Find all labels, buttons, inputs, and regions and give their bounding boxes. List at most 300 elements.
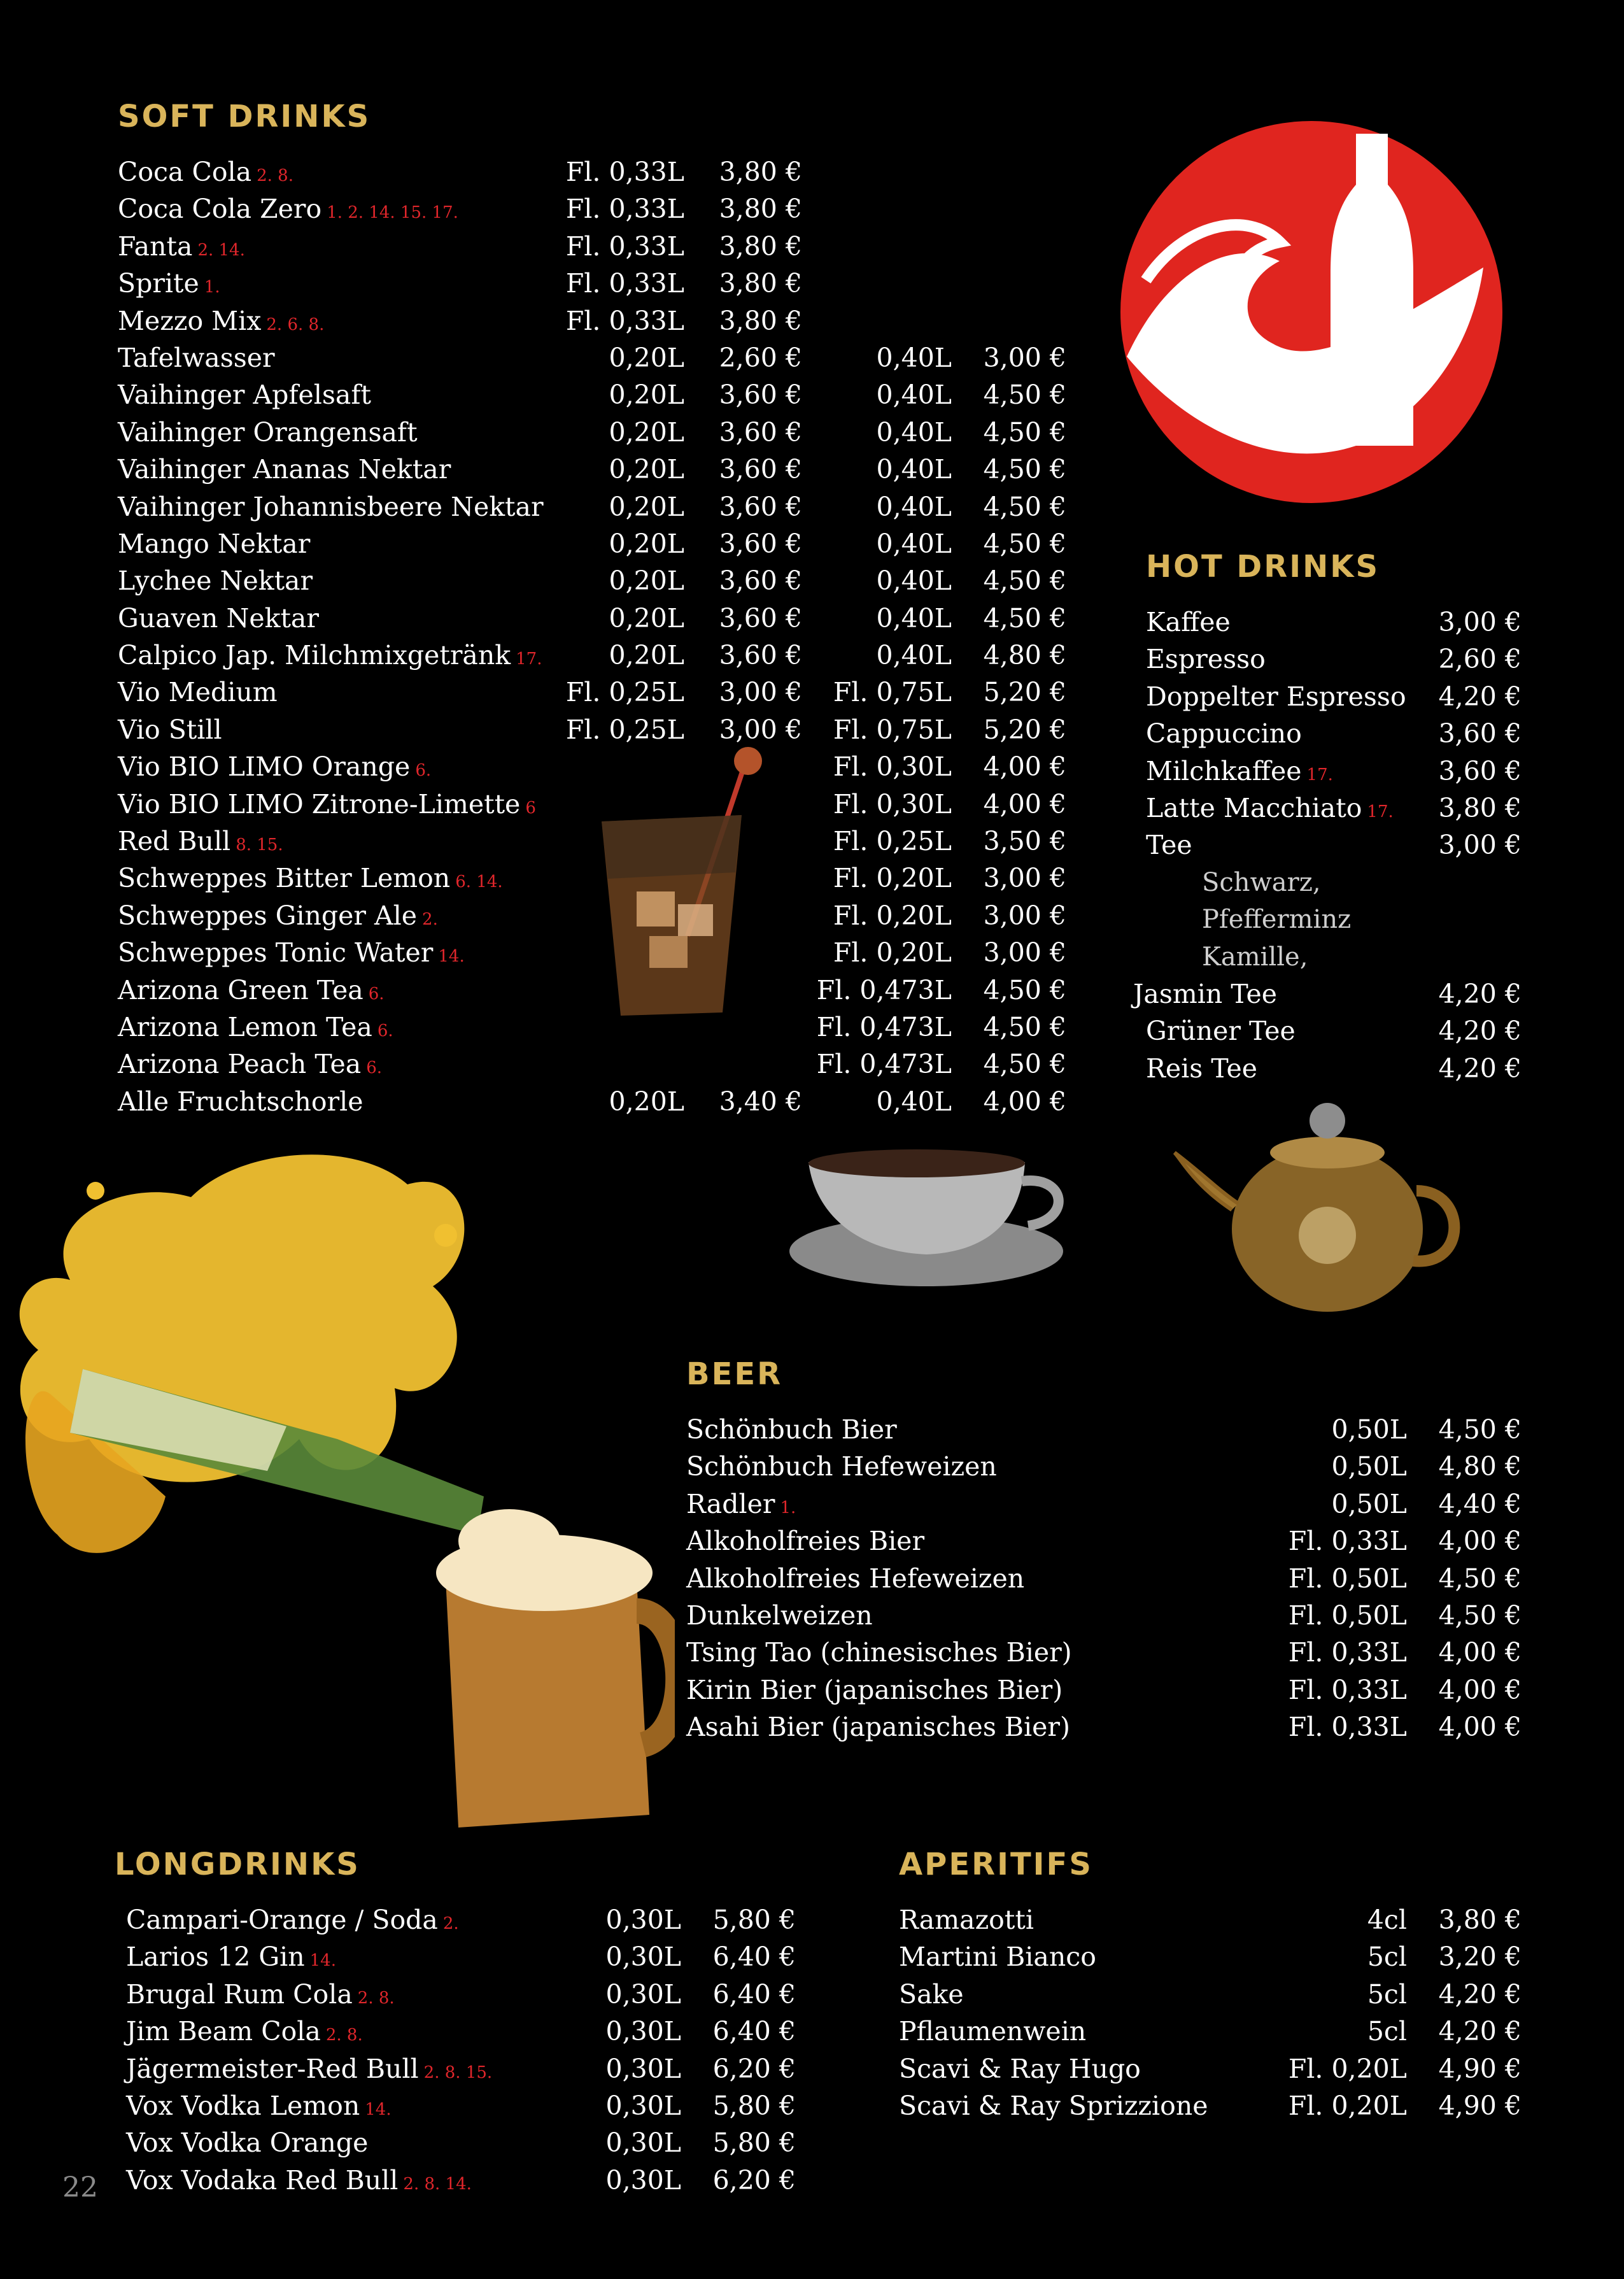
price-large: 4,50 € (983, 416, 1066, 448)
price-large: 4,00 € (983, 1086, 1066, 1117)
item-name: Asahi Bier (japanisches Bier) (686, 1712, 1070, 1743)
menu-item-row (899, 1901, 1522, 1938)
item-name: Schönbuch Hefeweizen (686, 1451, 997, 1482)
item-name-group (118, 265, 220, 306)
menu-item-row (118, 1083, 1073, 1120)
volume: 4cl (1367, 1905, 1407, 1935)
item-name-group (118, 1009, 393, 1049)
menu-item-row (686, 1486, 1522, 1523)
item-name-group (118, 786, 536, 827)
allergen-codes: 6. 14. (455, 872, 503, 892)
item-name: Schönbuch Bier (686, 1414, 897, 1445)
price-large: 4,50 € (983, 602, 1066, 634)
menu-item-row (686, 1523, 1522, 1559)
allergen-codes: 1. 2. 14. 15. 17. (327, 203, 458, 223)
volume: Fl. 0,33L (1288, 1526, 1407, 1557)
volume-small: Fl. 0,33L (565, 231, 684, 262)
price-small: 3,60 € (719, 491, 802, 522)
price: 4,80 € (1438, 1451, 1522, 1482)
price: 3,60 € (1438, 755, 1522, 786)
menu-item-row (686, 1597, 1522, 1634)
item-name: Fanta (118, 231, 193, 262)
tea-sort-name: Kamille, (1202, 942, 1308, 972)
tea-sort (1146, 939, 1522, 976)
item-name: Sake (899, 1978, 964, 2010)
volume-large: Fl. 0,473L (816, 1011, 952, 1042)
menu-item-row (118, 339, 1073, 376)
item-name-group (118, 376, 371, 413)
item-name-group (899, 2087, 1208, 2124)
item-name: Vaihinger Orangensaft (118, 416, 418, 448)
menu-item-row (686, 1634, 1522, 1671)
price: 4,00 € (1438, 1637, 1522, 1668)
volume-large: 0,40L (876, 1086, 952, 1117)
volume-small: 0,20L (609, 491, 684, 522)
price-large: 3,00 € (983, 863, 1066, 894)
price: 4,50 € (1438, 1414, 1522, 1445)
item-name-group (118, 674, 278, 711)
price: 4,00 € (1438, 1712, 1522, 1743)
price-large: 4,50 € (983, 528, 1066, 559)
item-name: Scavi & Ray Sprizzione (899, 2090, 1208, 2121)
item-name-group (686, 1634, 1072, 1671)
item-name: Brugal Rum Cola (126, 1978, 353, 2010)
volume-small: Fl. 0,25L (565, 714, 684, 745)
menu-item-row (126, 2013, 796, 2050)
menu-item-row (126, 2124, 796, 2161)
menu-item-row (118, 600, 1073, 637)
item-name: Radler (686, 1488, 775, 1519)
item-name: Calpico Jap. Milchmixgetränk (118, 640, 511, 671)
menu-item-row (126, 1938, 796, 1975)
volume: 0,30L (605, 1978, 681, 2010)
price-small: 3,80 € (719, 268, 802, 299)
menu-item-row (118, 190, 1073, 227)
allergen-codes: 2. 8. 14. (403, 2174, 472, 2194)
item-name: Arizona Peach Tea (118, 1049, 362, 1080)
item-name-group (126, 2162, 472, 2203)
menu-item-row (686, 1560, 1522, 1597)
beer-section (686, 1356, 1522, 1746)
menu-item-row (118, 525, 1073, 562)
allergen-codes: 17. (516, 650, 542, 669)
allergen-codes: 14. (438, 947, 465, 967)
price: 5,80 € (712, 2090, 796, 2121)
menu-item-row (118, 637, 1073, 674)
volume: Fl. 0,33L (1288, 1712, 1407, 1743)
menu-item-row (899, 2087, 1522, 2124)
item-name: Tafelwasser (118, 342, 275, 373)
volume: Fl. 0,20L (1288, 2053, 1407, 2084)
item-name: Ramazotti (899, 1905, 1034, 1935)
price: 6,20 € (712, 2053, 796, 2084)
menu-item-row (1146, 715, 1522, 752)
tea-sort-name: Schwarz, (1202, 867, 1321, 897)
section-title: HOT DRINKS (1146, 549, 1380, 585)
item-name: Vio Still (118, 714, 222, 745)
allergen-codes: 2. 8. 15. (423, 2062, 493, 2082)
price: 4,50 € (1438, 1563, 1522, 1594)
item-name-group (686, 1523, 924, 1559)
volume-small: Fl. 0,33L (565, 157, 684, 187)
allergen-codes: 6. (366, 1058, 383, 1078)
price-large: 4,50 € (983, 565, 1066, 597)
item-name-group (126, 2013, 363, 2054)
item-name: Coca Cola (118, 157, 252, 187)
item-name-group (126, 2087, 392, 2128)
item-name-group (118, 1083, 364, 1120)
item-name: Pflaumenwein (899, 2016, 1087, 2047)
item-name-group (118, 860, 503, 900)
volume-small: 0,20L (609, 528, 684, 559)
menu-item-row (1133, 976, 1522, 1012)
menu-item-row (899, 2050, 1522, 2087)
price-small: 3,60 € (719, 602, 802, 634)
item-name: Red Bull (118, 826, 231, 857)
volume-large: Fl. 0,20L (833, 900, 952, 931)
item-name-group (118, 972, 385, 1012)
volume-small: Fl. 0,25L (565, 677, 684, 708)
volume: Fl. 0,20L (1288, 2090, 1407, 2121)
hot-drinks-section (1133, 549, 1522, 1087)
menu-item-row (118, 674, 1073, 711)
volume: 0,30L (605, 2090, 681, 2121)
hot-drinks-list (1133, 604, 1522, 1087)
price-large: 5,20 € (983, 714, 1066, 745)
volume-large: 0,40L (876, 602, 952, 634)
menu-item-row (118, 711, 1073, 748)
menu-item-row (1146, 1050, 1522, 1087)
item-name-group (118, 451, 451, 488)
item-name-group (118, 562, 313, 599)
price-small: 3,40 € (719, 1086, 802, 1117)
item-name-group (118, 897, 438, 938)
item-name: Arizona Lemon Tea (118, 1011, 372, 1042)
item-name: Alle Fruchtschorle (118, 1086, 364, 1117)
volume-large: 0,40L (876, 491, 952, 522)
section-title: SOFT DRINKS (118, 99, 371, 134)
volume-large: 0,40L (876, 454, 952, 485)
allergen-codes: 6. (415, 761, 432, 781)
menu-item-row (899, 1938, 1522, 1975)
whiskey-glass-illustration (592, 745, 789, 1032)
volume-large: Fl. 0,75L (833, 714, 952, 745)
item-name-group (118, 414, 418, 451)
menu-item-row (118, 265, 1073, 302)
item-name: Jasmin Tee (1133, 978, 1278, 1009)
allergen-codes: 2. 8. (357, 1988, 395, 2008)
volume: 5cl (1367, 1978, 1407, 2010)
price-large: 3,00 € (983, 342, 1066, 373)
volume-small: 0,20L (609, 640, 684, 671)
price-small: 3,60 € (719, 380, 802, 411)
allergen-codes: 1. (204, 278, 220, 297)
item-name-group (118, 339, 275, 376)
price-large: 4,00 € (983, 751, 1066, 783)
allergen-codes: 2. (422, 909, 438, 929)
item-name-group (118, 711, 222, 748)
volume-large: Fl. 0,473L (816, 1049, 952, 1080)
price-large: 4,00 € (983, 788, 1066, 820)
item-name-group (686, 1597, 873, 1634)
section-title: APERITIFS (899, 1847, 1093, 1882)
price: 3,00 € (1438, 607, 1522, 637)
volume-small: 0,20L (609, 1086, 684, 1117)
item-name: Tsing Tao (chinesisches Bier) (686, 1637, 1072, 1668)
item-name-group (118, 228, 245, 269)
price-small: 3,80 € (719, 194, 802, 225)
item-name: Jim Beam Cola (126, 2016, 321, 2047)
price: 4,90 € (1438, 2053, 1522, 2084)
price: 4,20 € (1438, 1978, 1522, 2010)
volume: 0,30L (605, 2053, 681, 2084)
price-small: 3,60 € (719, 640, 802, 671)
volume: 0,30L (605, 1942, 681, 1973)
volume-small: 0,20L (609, 416, 684, 448)
allergen-codes: 2. 8. (325, 2026, 363, 2045)
volume-large: Fl. 0,30L (833, 751, 952, 783)
price-large: 4,50 € (983, 491, 1066, 522)
item-name-group (686, 1708, 1070, 1745)
volume-small: 0,20L (609, 454, 684, 485)
menu-item-row (126, 2050, 796, 2087)
price: 2,60 € (1438, 644, 1522, 675)
menu-item-row (126, 2087, 796, 2124)
item-name: Vio BIO LIMO Zitrone-Limette (118, 788, 521, 820)
price-small: 2,60 € (719, 342, 802, 373)
price: 6,40 € (712, 1978, 796, 2010)
volume-small: 0,20L (609, 602, 684, 634)
volume: Fl. 0,50L (1288, 1600, 1407, 1631)
item-name: Vaihinger Ananas Nektar (118, 454, 451, 485)
item-name-group (1146, 678, 1406, 715)
allergen-codes: 1. (780, 1498, 796, 1517)
volume-large: Fl. 0,75L (833, 677, 952, 708)
price: 3,80 € (1438, 792, 1522, 823)
price: 4,20 € (1438, 681, 1522, 712)
volume-large: 0,40L (876, 342, 952, 373)
item-name-group (686, 1672, 1063, 1708)
volume-large: 0,40L (876, 380, 952, 411)
item-name: Martini Bianco (899, 1942, 1096, 1973)
page-number: 22 (62, 2171, 98, 2204)
item-name: Campari-Orange / Soda (126, 1905, 438, 1935)
allergen-codes: 8. 15. (236, 835, 283, 855)
item-name: Kaffee (1146, 607, 1231, 637)
menu-item-row (126, 1976, 796, 2013)
item-name: Vio Medium (118, 677, 278, 708)
volume: 0,50L (1331, 1451, 1407, 1482)
volume-large: Fl. 0,25L (833, 826, 952, 857)
aperitifs-section (899, 1847, 1522, 2124)
item-name: Arizona Green Tea (118, 974, 364, 1005)
item-name: Vox Vodaka Red Bull (126, 2164, 399, 2196)
aperitifs-list (899, 1901, 1522, 2124)
price: 6,40 € (712, 2016, 796, 2047)
allergen-codes: 2. 14. (197, 240, 245, 260)
price-large: 4,50 € (983, 380, 1066, 411)
price: 4,20 € (1438, 1016, 1522, 1047)
item-name: Vaihinger Johannisbeere Nektar (118, 491, 544, 522)
item-name: Vox Vodka Lemon (126, 2090, 360, 2121)
item-name: Latte Macchiato (1146, 792, 1362, 823)
menu-item-row (118, 562, 1073, 599)
price-large: 4,50 € (983, 1049, 1066, 1080)
item-name-group (899, 1901, 1034, 1938)
cola-sun-wave-illustration (1089, 115, 1534, 509)
item-name-group (118, 934, 465, 975)
price-large: 5,20 € (983, 677, 1066, 708)
menu-item-row (1146, 1012, 1522, 1049)
item-name-group (118, 190, 458, 231)
volume-large: 0,40L (876, 528, 952, 559)
item-name: Kirin Bier (japanisches Bier) (686, 1674, 1063, 1705)
allergen-codes: 2. 6. 8. (266, 315, 325, 334)
menu-item-row (899, 1976, 1522, 2013)
item-name-group (1146, 790, 1394, 830)
volume: Fl. 0,33L (1288, 1674, 1407, 1705)
price: 3,00 € (1438, 830, 1522, 861)
price-large: 4,50 € (983, 974, 1066, 1005)
item-name-group (118, 488, 544, 525)
price-small: 3,00 € (719, 677, 802, 708)
item-name-group (1146, 641, 1266, 678)
volume: 0,30L (605, 2164, 681, 2196)
item-name: Schweppes Tonic Water (118, 937, 434, 969)
volume: Fl. 0,33L (1288, 1637, 1407, 1668)
price-small: 3,60 € (719, 454, 802, 485)
item-name-group (1146, 715, 1302, 752)
menu-item-row (118, 1046, 1073, 1083)
item-name-group (118, 525, 310, 562)
allergen-codes: 14. (365, 2099, 392, 2119)
menu-item-row (1146, 678, 1522, 715)
price: 4,00 € (1438, 1674, 1522, 1705)
item-name-group (1146, 827, 1192, 863)
teapot-illustration (1168, 1083, 1486, 1337)
item-name-group (118, 153, 293, 194)
price-large: 4,50 € (983, 1011, 1066, 1042)
item-name-group (686, 1411, 897, 1448)
price-small: 3,80 € (719, 157, 802, 187)
menu-item-row (126, 1901, 796, 1938)
price: 5,80 € (712, 1905, 796, 1935)
item-name: Alkoholfreies Hefeweizen (686, 1563, 1025, 1594)
item-name-group (1146, 604, 1231, 641)
menu-item-row (899, 2013, 1522, 2050)
item-name-group (118, 1046, 382, 1086)
menu-item-row (126, 2162, 796, 2199)
volume-large: Fl. 0,30L (833, 788, 952, 820)
item-name: Cappuccino (1146, 718, 1302, 749)
menu-item-row (686, 1708, 1522, 1745)
volume: Fl. 0,50L (1288, 1563, 1407, 1594)
menu-item-row (686, 1411, 1522, 1448)
volume-large: Fl. 0,20L (833, 937, 952, 969)
menu-item-row (1146, 827, 1522, 863)
item-name: Tee (1146, 830, 1192, 861)
price: 4,20 € (1438, 2016, 1522, 2047)
volume-large: 0,40L (876, 416, 952, 448)
menu-item-row (118, 414, 1073, 451)
menu-item-row (1146, 753, 1522, 790)
price: 4,20 € (1438, 1053, 1522, 1084)
price-large: 4,50 € (983, 454, 1066, 485)
price: 6,20 € (712, 2164, 796, 2196)
price: 5,80 € (712, 2127, 796, 2159)
item-name-group (126, 1976, 395, 2017)
item-name-group (686, 1486, 796, 1526)
item-name-group (118, 302, 324, 343)
item-name: Larios 12 Gin (126, 1942, 305, 1973)
longdrinks-section (115, 1847, 796, 2199)
item-name-group (118, 600, 319, 637)
volume: 0,30L (605, 2016, 681, 2047)
item-name-group (1146, 753, 1333, 793)
menu-item-row (118, 451, 1073, 488)
item-name-group (686, 1560, 1024, 1597)
item-name-group (126, 2050, 492, 2091)
price-large: 3,00 € (983, 937, 1066, 969)
section-title: LONGDRINKS (115, 1847, 360, 1882)
price: 6,40 € (712, 1942, 796, 1973)
item-name-group (126, 2124, 368, 2161)
item-name-group (118, 823, 283, 863)
section-title: BEER (686, 1356, 783, 1392)
price-small: 3,80 € (719, 231, 802, 262)
price-large: 3,50 € (983, 826, 1066, 857)
item-name: Milchkaffee (1146, 755, 1302, 786)
item-name: Schweppes Ginger Ale (118, 900, 418, 931)
volume-large: 0,40L (876, 565, 952, 597)
price-small: 3,60 € (719, 528, 802, 559)
price-small: 3,00 € (719, 714, 802, 745)
item-name-group (126, 1901, 459, 1942)
tea-sort (1146, 864, 1522, 901)
item-name: Vaihinger Apfelsaft (118, 380, 372, 411)
item-name: Scavi & Ray Hugo (899, 2053, 1141, 2084)
price-large: 4,80 € (983, 640, 1066, 671)
item-name: Mango Nektar (118, 528, 311, 559)
item-name: Guaven Nektar (118, 602, 319, 634)
price: 4,40 € (1438, 1488, 1522, 1519)
tea-sort-name: Pfefferminz (1202, 905, 1352, 935)
allergen-codes: 6 (525, 798, 536, 818)
item-name: Vox Vodka Orange (126, 2127, 369, 2159)
menu-item-row (1146, 604, 1522, 641)
longdrinks-list (115, 1901, 796, 2199)
volume: 0,30L (605, 1905, 681, 1935)
price: 3,80 € (1438, 1905, 1522, 1935)
volume-large: Fl. 0,20L (833, 863, 952, 894)
price-large: 3,00 € (983, 900, 1066, 931)
menu-item-row (118, 488, 1073, 525)
tea-sort (1146, 901, 1522, 938)
volume-small: Fl. 0,33L (565, 305, 684, 336)
price: 4,00 € (1438, 1526, 1522, 1557)
item-name: Coca Cola Zero (118, 194, 322, 225)
item-name-group (118, 637, 542, 678)
menu-item-row (118, 228, 1073, 265)
menu-item-row (1146, 641, 1522, 678)
menu-item-row (686, 1672, 1522, 1708)
item-name-group (126, 1938, 336, 1979)
item-name-group (899, 2050, 1141, 2087)
item-name: Dunkelweizen (686, 1600, 873, 1631)
volume-small: Fl. 0,33L (565, 194, 684, 225)
volume: 0,30L (605, 2127, 681, 2159)
volume: 5cl (1367, 1942, 1407, 1973)
